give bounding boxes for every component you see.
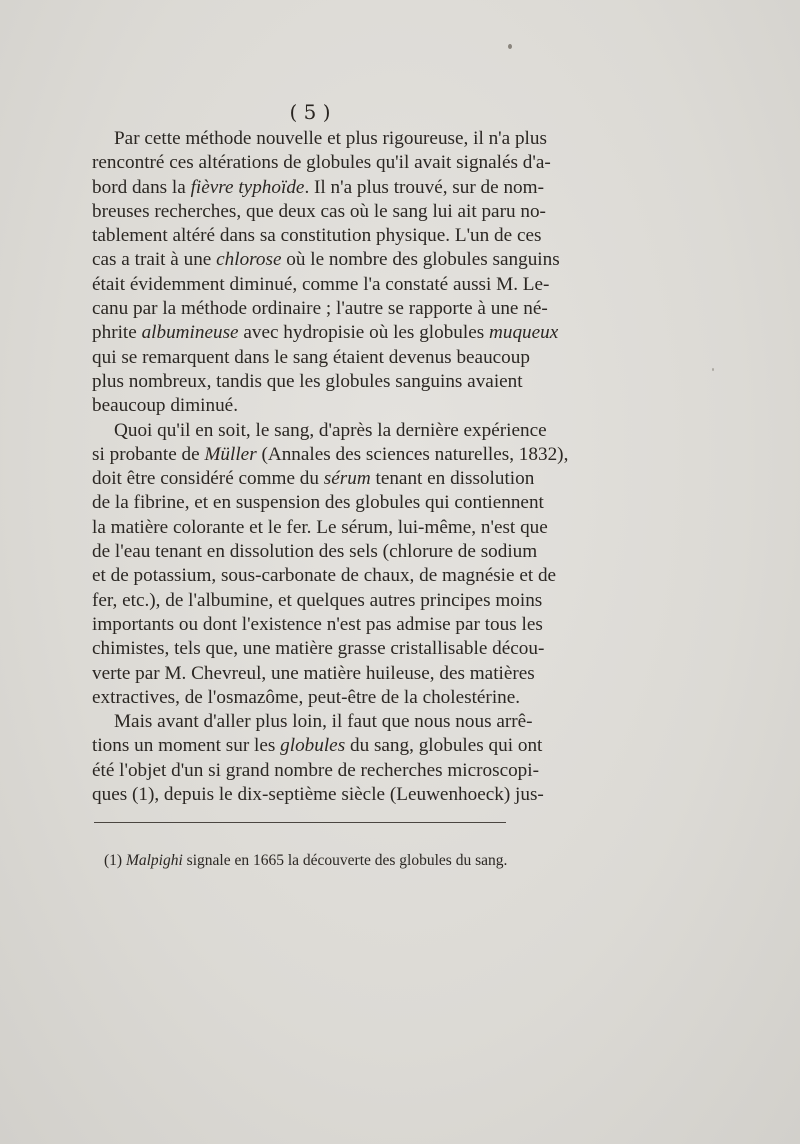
text-line: canu par la méthode ordinaire ; l'autre se rapporte à une né- [92,298,548,320]
italic-term: albumineuse [141,322,239,344]
italic-term: fièvre typhoïde [190,176,305,198]
text-line: verte par M. Chevreul, une matière huileuse, des matières [92,662,535,684]
paragraph [92,127,560,419]
footnote-rule [94,822,506,823]
text-line: bord dans la fièvre typhoïde. Il n'a plus trouvé, sur de nom- [92,176,544,198]
text-line: phrite albumineuse avec hydropisie où les globules muqueux [92,322,559,344]
text-line: et de potassium, sous-carbonate de chaux, de magnésie et de [92,565,557,587]
footnote [104,852,534,870]
italic-term: Müller [204,443,257,465]
text-line: la matière colorante et le fer. Le sérum, lui-même, n'est que [92,516,548,538]
italic-term: sérum [323,468,371,490]
text-line: doit être considéré comme du sérum tenant en dissolution [92,468,535,490]
paragraph [92,419,569,711]
text-line: rencontré ces altérations de globules qu'il avait signalés d'a- [92,152,551,174]
paper-speck [712,368,714,371]
text-line: fer, etc.), de l'albumine, et quelques autres principes moins [92,589,543,611]
text-line: tablement altéré dans sa constitution physique. L'un de ces [92,225,542,247]
text-line: plus nombreux, tandis que les globules sanguins avaient [92,370,523,392]
italic-term: chlorose [216,249,282,271]
text-line: si probante de Müller (Annales des sciences naturelles, 1832), [92,443,569,465]
text-line: beaucoup diminué. [92,395,238,417]
text-line: qui se remarquent dans le sang étaient devenus beaucoup [92,346,530,368]
paragraph [92,710,544,807]
text-line: cas a trait à une chlorose où le nombre des globules sanguins [92,249,560,271]
text-line: tions un moment sur les globules du sang, globules qui ont [92,735,543,757]
text-line: était évidemment diminué, comme l'a constaté aussi M. Le- [92,273,550,295]
body-text [92,127,569,807]
text-line: de l'eau tenant en dissolution des sels (chlorure de sodium [92,541,538,563]
italic-term: muqueux [489,322,559,344]
text-line: de la fibrine, et en suspension des globules qui contiennent [92,492,544,514]
text-line: chimistes, tels que, une matière grasse cristallisable décou- [92,638,545,660]
text-line: Quoi qu'il en soit, le sang, d'après la dernière expérience [114,419,547,441]
text-line: Mais avant d'aller plus loin, il faut que nous nous arrê- [114,711,533,733]
italic-term: globules [280,735,346,757]
paper-speck [508,44,512,49]
text-line: ques (1), depuis le dix-septième siècle (Leuwenhoeck) jus- [92,784,544,806]
text-line: extractives, de l'osmazôme, peut-être de la cholestérine. [92,686,521,708]
footnote-italic: Malpighi [125,852,183,869]
text-line: été l'objet d'un si grand nombre de recherches microscopi- [92,759,539,781]
page-number: ( 5 ) [289,100,331,124]
text-line: breuses recherches, que deux cas où le sang lui ait paru no- [92,200,546,222]
footnote-marker: (1) [104,852,126,869]
footnote-text: signale en 1665 la découverte des globules du sang. [182,852,508,869]
text-line: Par cette méthode nouvelle et plus rigoureuse, il n'a plus [114,128,547,149]
text-line: importants ou dont l'existence n'est pas admise par tous les [92,613,543,635]
